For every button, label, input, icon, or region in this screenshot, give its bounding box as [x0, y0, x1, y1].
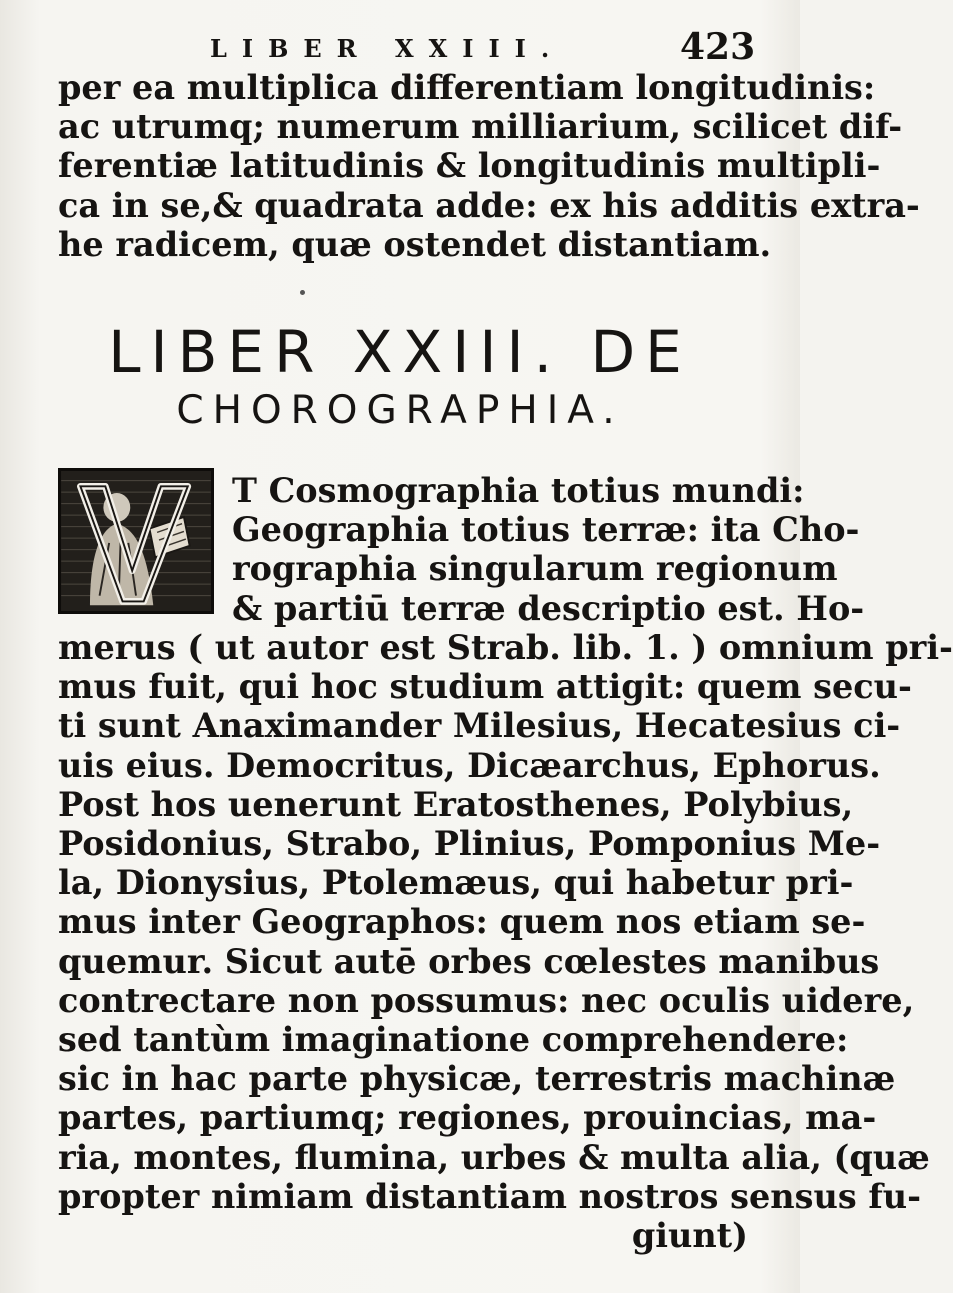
text-line: per ea multiplica differentiam longitudinis:	[58, 68, 876, 107]
running-head: LIBER XXIII.	[210, 34, 565, 63]
ink-speck	[300, 290, 305, 295]
text-line: & partiū terræ descriptio est. Ho-	[232, 588, 865, 628]
text-line: merus ( ut autor est Strab. lib. 1. ) omnium pri-	[58, 628, 953, 667]
text-line: ti sunt Anaximander Milesius, Hecatesius ci-	[58, 706, 901, 746]
text-line: rographia singularum regionum	[232, 549, 838, 589]
chapter-heading	[0, 318, 800, 433]
text-line: T Cosmographia totius mundi:	[232, 471, 805, 510]
text-line: sed tantùm imaginatione comprehendere:	[58, 1020, 849, 1060]
text-line: mus inter Geographos: quem nos etiam se-	[58, 902, 866, 942]
main-paragraph	[58, 628, 953, 1256]
text-line: uis eius. Democritus, Dicæarchus, Ephorus.	[58, 745, 881, 785]
historiated-initial-icon	[58, 468, 214, 614]
text-line: ac utrumq; numerum milliarium, scilicet dif-	[58, 107, 903, 147]
text-line: Geographia totius terræ: ita Cho-	[232, 510, 860, 550]
chapter-subtitle: CHOROGRAPHIA.	[176, 388, 624, 433]
chapter-title: LIBER XXIII. DE	[108, 318, 692, 386]
text-line: quemur. Sicut autē orbes cœlestes manibus	[58, 941, 880, 981]
text-line: propter nimiam distantiam nostros sensus fu-	[58, 1176, 922, 1216]
text-line: Posidonius, Strabo, Plinius, Pomponius Me-	[58, 824, 881, 864]
text-line: ria, montes, flumina, urbes & multa alia, (quæ	[58, 1137, 930, 1177]
text-line: giunt)	[631, 1216, 748, 1256]
text-line: partes, partiumq; regiones, prouincias, ma-	[58, 1098, 877, 1138]
initial-side-paragraph	[232, 471, 865, 628]
text-line: sic in hac parte physicæ, terrestris machinæ	[58, 1059, 896, 1099]
text-line: ferentiæ latitudinis & longitudinis multipli-	[58, 146, 881, 186]
text-line: la, Dionysius, Ptolemæus, qui habetur pri-	[58, 863, 854, 903]
text-line: mus fuit, qui hoc studium attigit: quem secu-	[58, 667, 912, 707]
text-line: he radicem, quæ ostendet distantiam.	[58, 224, 772, 264]
page-number: 423	[680, 26, 756, 68]
text-line: Post hos uenerunt Eratosthenes, Polybius,	[58, 784, 854, 824]
text-line: contrectare non possumus: nec oculis uidere,	[58, 980, 915, 1020]
text-line: ca in se,& quadrata adde: ex his additis extra-	[58, 185, 920, 225]
top-paragraph	[58, 68, 920, 264]
